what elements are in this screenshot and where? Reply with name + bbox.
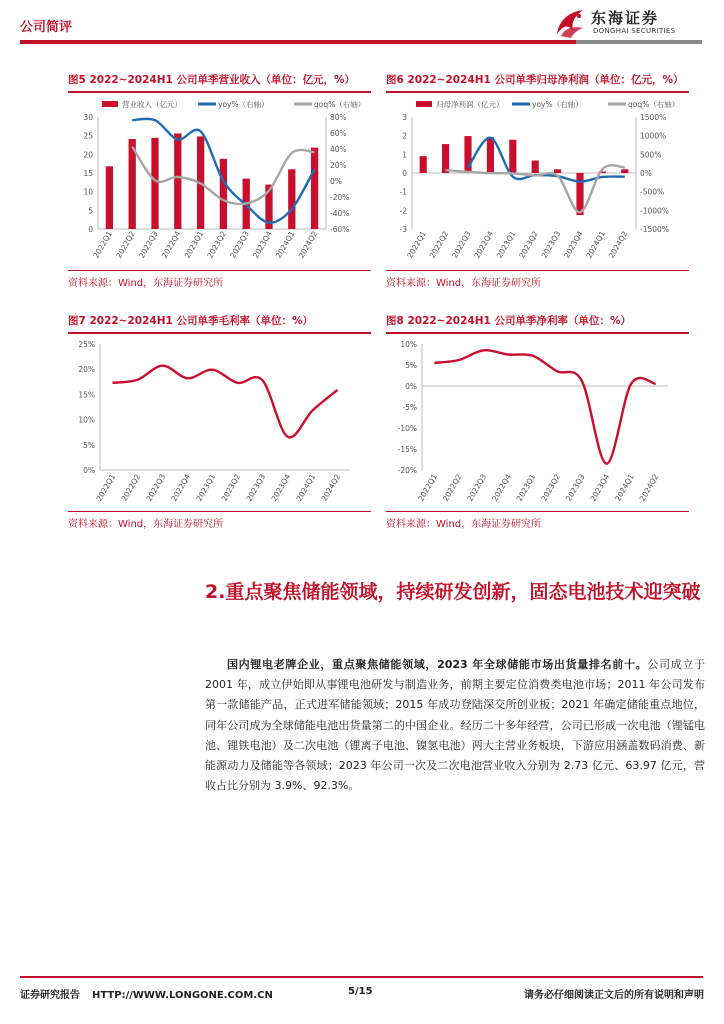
legend-label-2: qoq%（右轴） [628, 100, 680, 109]
x-tick-label: 2023Q4 [269, 472, 293, 503]
figure-8-title: 图8 2022~2024H1 公司单季净利率（单位：%） [386, 315, 631, 327]
figure-7-bottom-rule [68, 511, 371, 512]
bar-2024Q2 [311, 148, 318, 229]
y-tick-label: -20% [397, 466, 417, 475]
y-left-tick-label: 1 [402, 150, 407, 160]
y-tick-label: -15% [397, 445, 417, 454]
figure-6-bottom-rule [386, 270, 689, 271]
x-tick-label: 2022Q3 [465, 472, 489, 503]
bar-2022Q1 [106, 166, 113, 229]
body-paragraph-text: 公司成立于 2001 年，成立伊始即从事锂电池研发与制造业务，前期主要定位消费类电池市场；2011 年公司发布第一款储能产品，正式进军储能领域；2015 年成功登陆深交所创业板；2021 年确定储能重点地位，同年公司成为全球储能电池出货量第二的中国企业。经历二十多年经营，公司已形成一次电池（锂锰电池、锂铁电池）及二次电池（锂离子电池、镍氢电池）两大主营业务板块，下游应用涵盖数码消费、新能源动力及储能等各领域；2023 年公司一次及二次电池营业收入分别为 2.73 亿元、63.97 亿元，营收占比分别为 3.9%、92.3%。 [205, 658, 706, 793]
y-right-tick-label: -40% [330, 209, 350, 218]
figure-6-title: 图6 2022~2024H1 公司单季归母净利润（单位：亿元，%） [386, 74, 684, 86]
x-tick-label: 2023Q3 [228, 229, 251, 260]
footer-rule [20, 976, 703, 978]
x-tick-label: 2023Q2 [205, 229, 229, 260]
y-tick-label: 15% [78, 390, 95, 400]
y-right-tick-label: -1000% [640, 206, 669, 216]
x-tick-label: 2023Q3 [539, 229, 563, 260]
y-left-tick-label: 5 [88, 206, 93, 216]
y-right-tick-label: 1500% [640, 113, 667, 122]
x-tick-label: 2024Q1 [294, 472, 318, 503]
x-tick-label: 2023Q3 [563, 472, 587, 503]
bar-2024Q1 [288, 169, 295, 229]
x-tick-label: 2022Q4 [490, 472, 513, 503]
y-tick-label: 20% [78, 365, 95, 375]
y-left-tick-label: 3 [402, 113, 407, 122]
x-tick-label: 2024Q2 [637, 472, 661, 503]
y-left-tick-label: 15 [83, 169, 93, 178]
x-tick-label: 2023Q4 [588, 472, 612, 503]
y-left-tick-label: 25 [83, 131, 93, 141]
x-tick-label: 2023Q2 [539, 472, 563, 503]
x-tick-label: 2024Q1 [273, 229, 297, 260]
figure-5-source: 资料来源：Wind，东海证券研究所 [68, 278, 224, 289]
x-tick-label: 2023Q3 [244, 472, 268, 503]
footer-url-link[interactable]: HTTP://WWW.LONGONE.COM.CN [92, 990, 273, 1001]
x-tick-label: 2022Q1 [416, 472, 440, 503]
x-tick-label: 2022Q2 [427, 229, 451, 260]
legend-label-0: 归母净利润（亿元） [436, 100, 504, 109]
footer-left [20, 986, 273, 1001]
x-tick-label: 2023Q1 [514, 472, 538, 503]
x-tick-label: 2022Q1 [94, 472, 118, 503]
bar-2022Q3 [151, 138, 158, 229]
body-paragraph-lead: 国内锂电老牌企业，重点聚焦储能领域，2023 年全球储能市场出货量排名前十。 [227, 658, 648, 671]
x-tick-label: 2022Q4 [472, 229, 496, 260]
bar-2023Q2 [220, 159, 227, 229]
y-right-tick-label: 0% [640, 169, 652, 178]
figure-8-title-rule [386, 332, 689, 334]
x-tick-label: 2022Q2 [440, 472, 464, 503]
y-right-tick-label: 500% [640, 150, 662, 160]
y-left-tick-label: -3 [399, 225, 407, 234]
section-heading: 2.重点聚焦储能领域，持续研发创新，固态电池技术迎突破 [205, 581, 701, 603]
y-left-tick-label: 30 [83, 113, 93, 122]
x-tick-label: 2022Q4 [169, 472, 193, 503]
logo-text-cn: 东海证券 [591, 9, 660, 27]
y-left-tick-label: -1 [399, 187, 407, 197]
x-tick-label: 2023Q1 [494, 229, 518, 260]
x-tick-label: 2022Q3 [137, 229, 160, 260]
y-right-tick-label: 1000% [640, 131, 667, 141]
figure-8-source: 资料来源：Wind，东海证券研究所 [386, 519, 542, 530]
x-tick-label: 2022Q3 [144, 472, 168, 503]
y-right-tick-label: -500% [640, 187, 665, 197]
bar-2023Q1 [509, 140, 516, 173]
page-number: 5/15 [348, 986, 373, 997]
x-tick-label: 2022Q1 [91, 229, 115, 260]
x-tick-label: 2023Q1 [194, 472, 218, 503]
y-tick-label: -5% [402, 403, 417, 412]
bar-2022Q1 [420, 156, 427, 173]
y-tick-label: -10% [397, 424, 417, 433]
figure-6-chart [386, 95, 689, 270]
y-tick-label: 25% [78, 340, 95, 349]
company-logo [553, 6, 703, 40]
figure-7-title: 图7 2022~2024H1 公司单季毛利率（单位：%） [68, 315, 313, 327]
x-tick-label: 2024Q1 [613, 472, 636, 503]
figure-8-chart [386, 336, 689, 511]
x-tick-label: 2024Q2 [606, 229, 630, 260]
y-left-tick-label: 20 [83, 150, 93, 160]
figure-5-bottom-rule [68, 270, 371, 271]
figure-7-title-rule [68, 332, 371, 334]
y-right-tick-label: -1500% [640, 225, 669, 234]
section-label: 公司简评 [20, 20, 73, 35]
legend-label-1: yoy%（右轴） [218, 100, 269, 109]
legend-swatch-0 [102, 101, 118, 107]
legend-swatch-0 [416, 101, 432, 107]
figure-6-title-rule [386, 91, 689, 93]
y-left-tick-label: 0 [402, 169, 407, 178]
y-right-tick-label: 20% [330, 161, 347, 170]
figure-8-bottom-rule [386, 511, 689, 512]
x-tick-label: 2023Q4 [251, 229, 274, 260]
x-tick-label: 2023Q1 [182, 229, 206, 260]
y-left-tick-label: -2 [399, 206, 407, 216]
x-tick-label: 2022Q4 [159, 229, 183, 260]
figure-7-chart [68, 336, 371, 511]
y-tick-label: 0% [83, 466, 95, 475]
bar-2023Q3 [554, 169, 561, 173]
x-tick-label: 2024Q1 [584, 229, 608, 260]
legend-label-2: qoq%（右轴） [314, 100, 366, 109]
logo-text-en: DONGHAI SECURITIES [593, 27, 676, 35]
x-tick-label: 2024Q2 [319, 472, 343, 503]
body-paragraph [205, 655, 705, 796]
bar-2022Q4 [174, 133, 181, 229]
y-right-tick-label: -20% [330, 193, 350, 202]
figure-5-title: 图5 2022~2024H1 公司单季营业收入（单位：亿元，%） [68, 74, 355, 86]
y-tick-label: 5% [405, 361, 417, 370]
y-left-tick-label: 0 [88, 225, 93, 234]
x-tick-label: 2022Q2 [119, 472, 143, 503]
figure-5-title-rule [68, 91, 371, 93]
series-line-0 [434, 350, 655, 464]
x-tick-label: 2022Q1 [405, 229, 428, 260]
x-tick-label: 2023Q2 [219, 472, 243, 503]
series-line-0 [113, 366, 338, 438]
legend-label-1: yoy%（右轴） [532, 100, 583, 109]
legend-label-0: 营业收入（亿元） [122, 100, 182, 109]
y-right-tick-label: -60% [330, 225, 350, 234]
x-tick-label: 2024Q2 [296, 229, 320, 260]
x-tick-label: 2023Q2 [517, 229, 540, 260]
x-tick-label: 2022Q2 [114, 229, 137, 260]
y-left-tick-label: 10 [83, 187, 93, 197]
header-rule-grey [576, 40, 702, 44]
y-tick-label: 5% [83, 440, 95, 450]
bar-2022Q4 [487, 137, 494, 173]
figure-7-source: 资料来源：Wind，东海证券研究所 [68, 519, 224, 530]
y-tick-label: 10% [400, 340, 417, 349]
bar-2022Q2 [442, 144, 449, 173]
y-right-tick-label: 60% [330, 129, 347, 138]
y-left-tick-label: 2 [402, 131, 407, 141]
bar-2024Q2 [621, 169, 628, 173]
y-right-tick-label: 80% [330, 113, 347, 122]
footer-disclaimer: 请务必仔细阅读正文后的所有说明和声明 [524, 990, 704, 1001]
figure-5-chart [68, 95, 371, 270]
header-rule [20, 40, 576, 44]
y-tick-label: 0% [405, 382, 417, 391]
figure-6-source: 资料来源：Wind，东海证券研究所 [386, 278, 542, 289]
footer-report-type: 证券研究报告 [20, 990, 80, 1001]
x-tick-label: 2022Q3 [450, 229, 473, 260]
wave-logo-icon [553, 6, 589, 40]
y-right-tick-label: 40% [330, 145, 347, 154]
x-tick-label: 2023Q4 [562, 229, 585, 260]
y-right-tick-label: 0% [330, 177, 342, 186]
y-tick-label: 10% [78, 415, 95, 425]
bar-2023Q2 [532, 160, 539, 173]
